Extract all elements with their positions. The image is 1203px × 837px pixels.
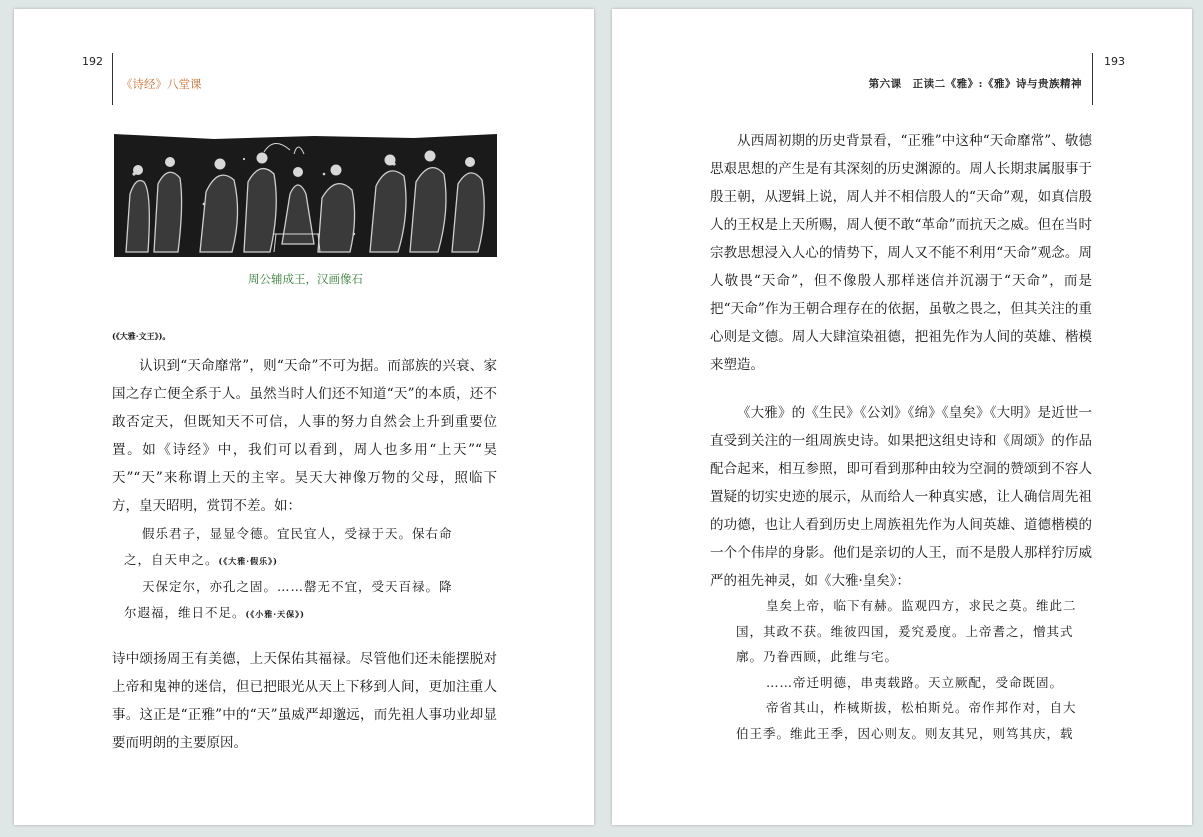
poem-line: 皇矣上帝，临下有赫。监观四方，求民之莫。维此二: [766, 598, 1077, 613]
right-page: [612, 9, 1192, 825]
running-head: 《诗经》八堂课: [121, 77, 202, 91]
poem-line: 假乐君子，显显令德。宜民宜人，受禄于天。保右命: [142, 526, 453, 541]
paragraph: 《大雅》的《生民》《公刘》《绵》《皇矣》《大明》是近世一直受到关注的一组周族史诗。如果把这组史诗和《周颂》的作品配合起来，相互参照，即可看到那种由较为空洞的赞颂到不容人置疑的切实史迹的展示，从而给人一种真实感，让人确信周先祖的功德，也让人看到历史上周族祖先作为人间英雄、道德楷模的一个个伟岸的身影。他们是亲切的人王，而不是殷人那样狞厉威严的祖先神灵，如《大雅·皇矣》：: [710, 405, 1092, 589]
poem-quote: [736, 593, 1096, 746]
poem-line: 之，自天申之。(《大雅·假乐》): [124, 551, 278, 567]
paragraph: 认识到“天命靡常”，则“天命”不可为据。而部族的兴衰、家国之存亡便全系于人。虽然当时人们还不知道“天”的本质，还不敢否定天，但既知天不可信，人事的努力自然会上升到重要位置。如《诗经》中，我们可以看到，周人也多用“上天”“昊天”“天”来称谓上天的主宰。昊天大神像万物的父母，照临下方，皇天昭明，赏罚不差。如：: [112, 358, 497, 514]
page-number: 193: [1104, 55, 1125, 68]
poem-line: 伯王季。维此王季，因心则友。则友其兄，则笃其庆，载: [736, 725, 1074, 741]
figure-caption: 周公辅成王，汉画像石: [248, 272, 363, 286]
poem-line: 帝省其山，柞棫斯拔，松柏斯兑。帝作邦作对，自大: [766, 700, 1077, 715]
paragraph: 从西周初期的历史背景看，“正雅”中这种“天命靡常”、敬德思艰思想的产生是有其深刻的历史渊源的。周人长期隶属服事于殷王朝，从逻辑上说，周人并不相信殷人的“天命”观，如真信殷人的王权是上天所赐，周人便不敢“革命”而抗天之威。但在当时宗教思想浸入人心的情势下，周人又不能不利用“天命”观念。周人敬畏“天命”，但不像殷人那样迷信并沉溺于“天命”，而是把“天命”作为王朝合理存在的依据，虽敬之畏之，但其关注的重心则是文德。周人大肆渲染祖德，把祖先作为人间的英雄、楷模来塑造。: [710, 133, 1092, 373]
poem-line: 国，其政不获。维彼四国，爰究爰度。上帝耆之，憎其式: [736, 623, 1074, 639]
poem-citation: (《大雅·假乐》): [218, 555, 278, 566]
header-rule: [1092, 53, 1093, 105]
header-rule: [112, 53, 113, 105]
page-number: 192: [82, 55, 103, 68]
paragraph: 诗中颂扬周王有美德，上天保佑其福禄。尽管他们还未能摆脱对上帝和鬼神的迷信，但已把眼光从天上下移到人间，更加注重人事。这正是“正雅”中的“天”虽威严却邈远，而先祖人事功业却显要而明朗的主要原因。: [112, 651, 497, 751]
poem-citation: (《小雅·天保》): [245, 608, 305, 619]
stone-relief-image: [114, 134, 497, 257]
citation-line: (《大雅·文王》)。: [112, 331, 171, 341]
poem-quote: [124, 521, 502, 627]
poem-line: ……帝迁明德，串夷载路。天立厥配，受命既固。: [766, 674, 1064, 690]
running-head: 第六课 正读二《雅》:《雅》诗与贵族精神: [868, 78, 1082, 90]
poem-line: 天保定尔，亦孔之固。……罄无不宜，受天百禄。降: [142, 579, 453, 594]
poem-line: 廓。乃眷西顾，此维与宅。: [736, 649, 899, 664]
left-page: [14, 9, 594, 825]
poem-line: 尔遐福，维日不足。(《小雅·天保》): [124, 604, 305, 620]
